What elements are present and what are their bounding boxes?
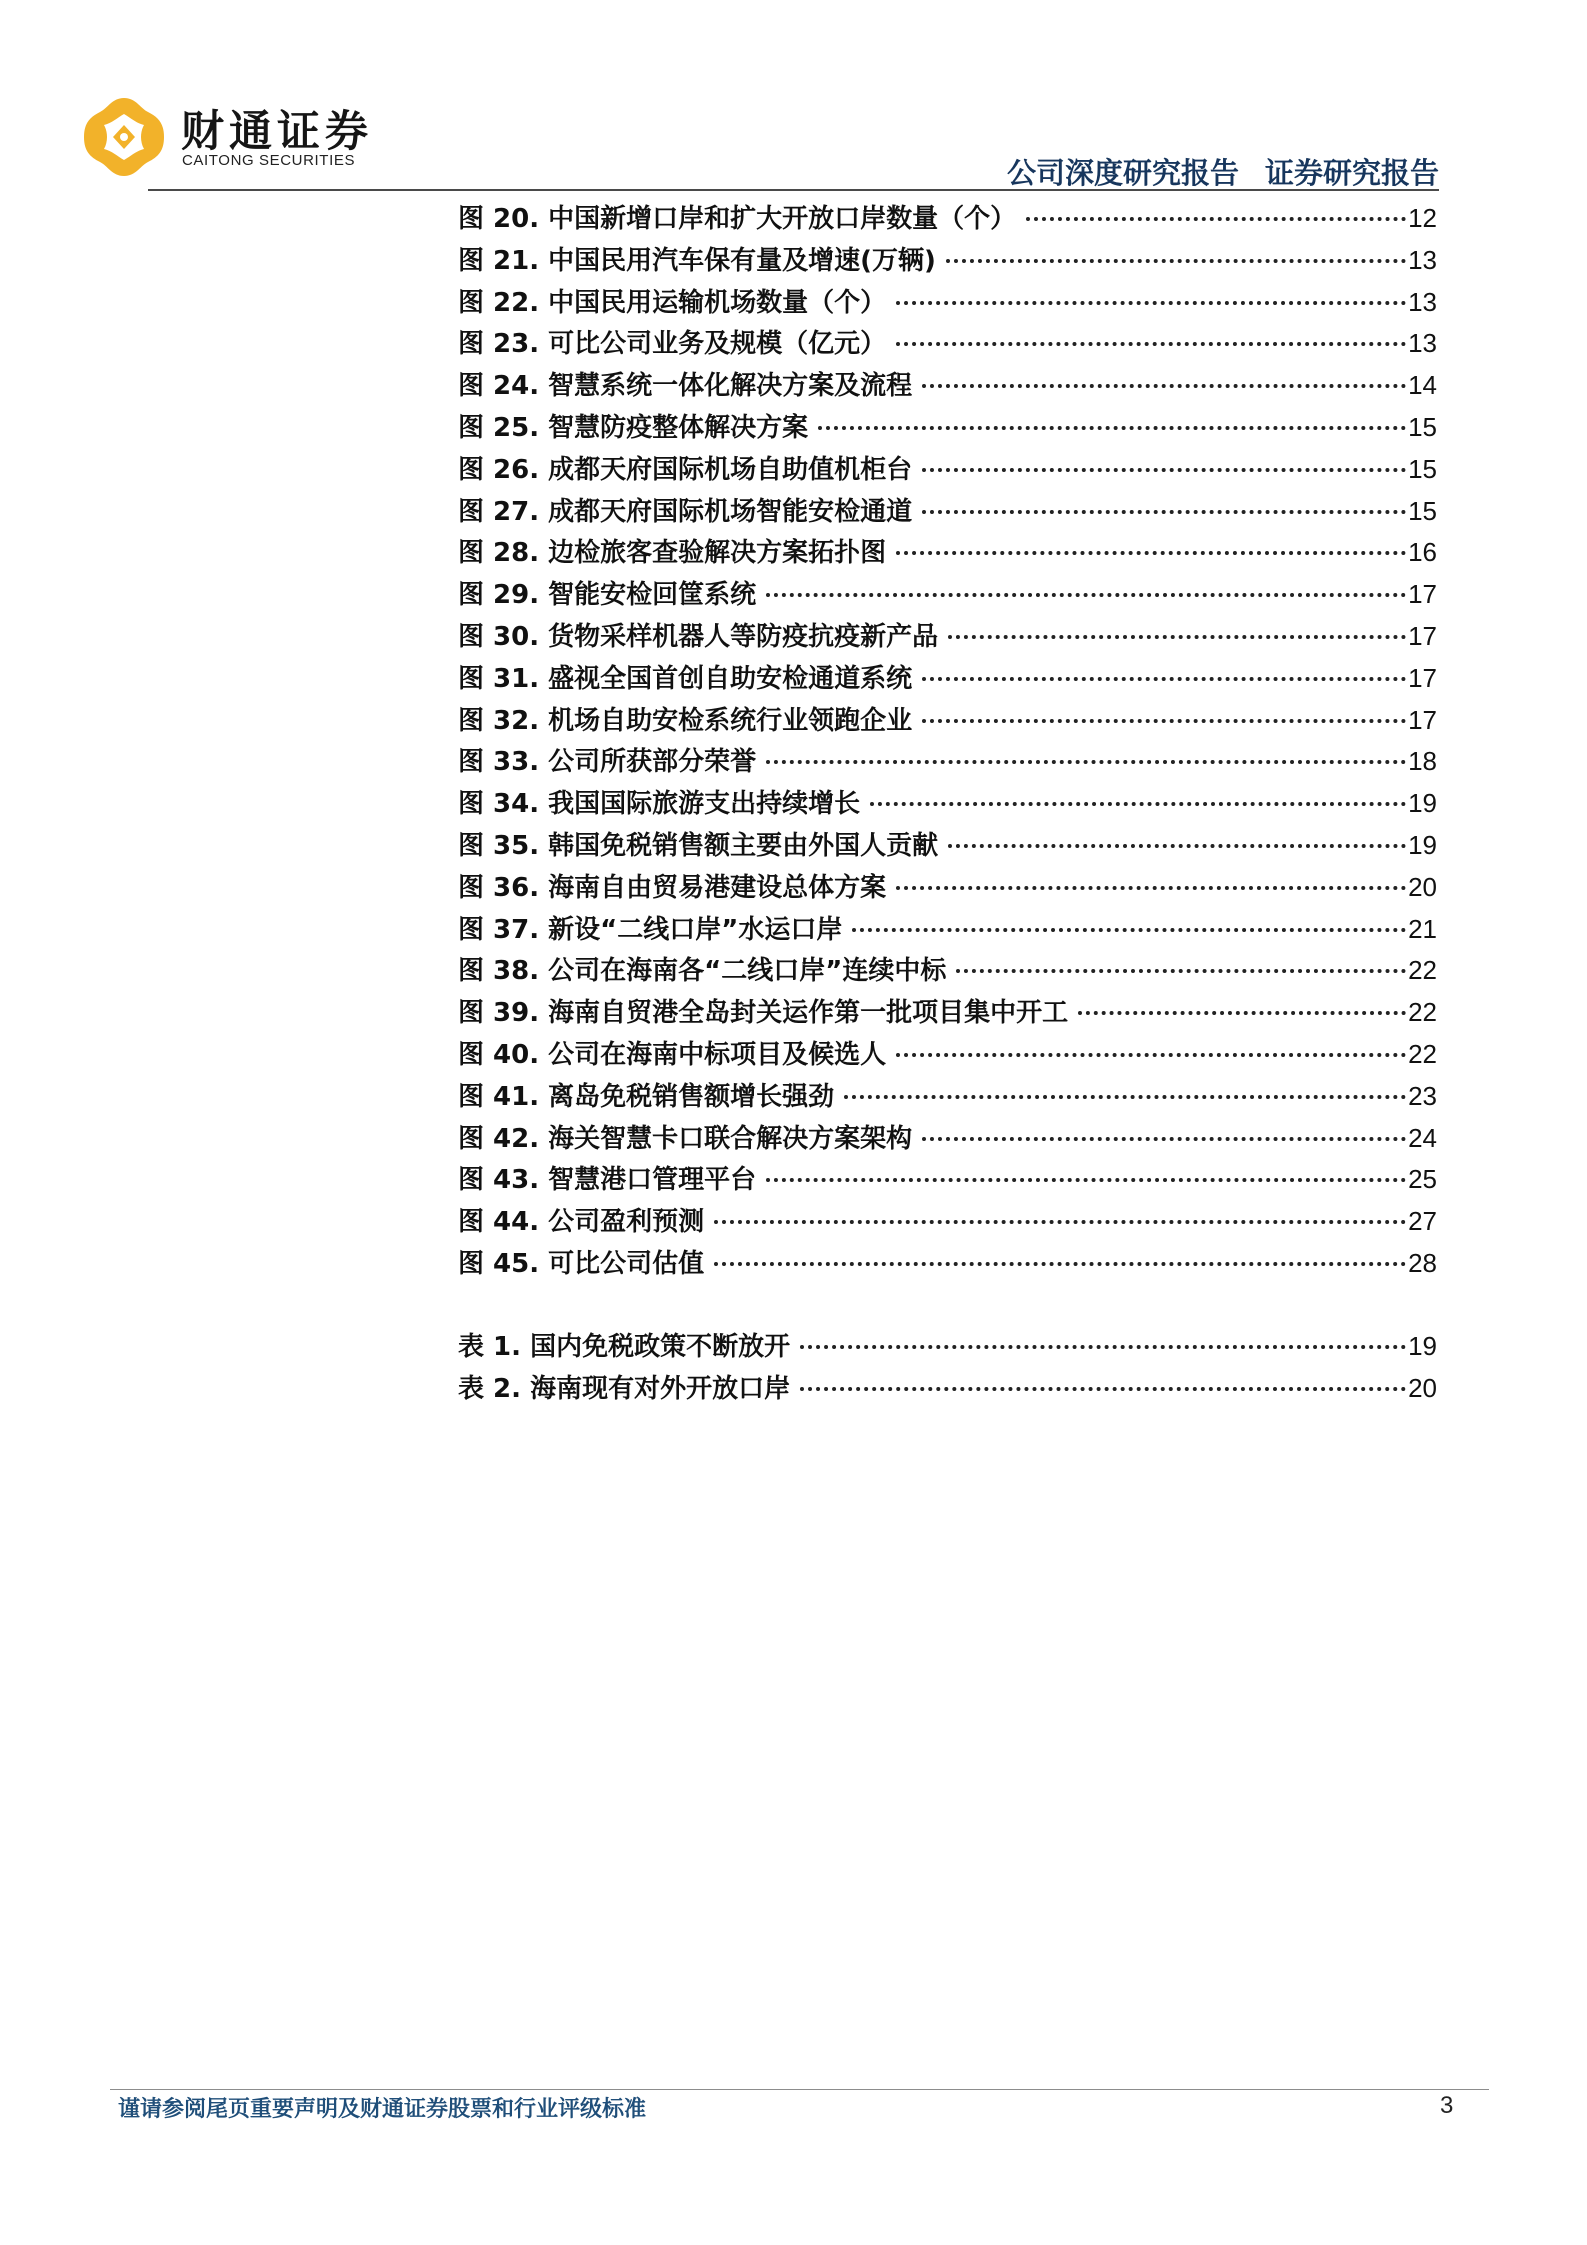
dot-leader (800, 1387, 1406, 1391)
dot-leader (948, 844, 1406, 848)
toc-entry-label: 图 40. 公司在海南中标项目及候选人 (458, 1039, 887, 1070)
dot-leader (766, 760, 1406, 764)
toc-entry[interactable] (458, 1326, 1437, 1368)
toc-entry[interactable] (458, 240, 1437, 282)
toc-entry-label: 图 37. 新设“二线口岸”水运口岸 (458, 914, 843, 945)
table-list (458, 1326, 1437, 1410)
toc-entry[interactable] (458, 1243, 1437, 1285)
toc-entry[interactable] (458, 700, 1437, 742)
figure-list (458, 198, 1437, 1285)
toc-entry[interactable] (458, 658, 1437, 700)
dot-leader (896, 886, 1406, 890)
toc-entry-label: 图 34. 我国国际旅游支出持续增长 (458, 789, 861, 820)
toc-entry[interactable] (458, 825, 1437, 867)
brand-name-cn: 财通证券 (181, 107, 373, 157)
toc-entry[interactable] (458, 449, 1437, 491)
toc-entry-page: 17 (1408, 620, 1437, 651)
toc-entry-label: 图 25. 智慧防疫整体解决方案 (458, 412, 809, 443)
dot-leader (870, 802, 1406, 806)
toc-entry-label: 图 27. 成都天府国际机场智能安检通道 (458, 496, 913, 527)
page-number: 3 (1440, 2092, 1454, 2119)
toc-entry[interactable] (458, 365, 1437, 407)
dot-leader (956, 969, 1406, 973)
toc-entry[interactable] (458, 741, 1437, 783)
toc-entry-label: 图 30. 货物采样机器人等防疫抗疫新产品 (458, 621, 939, 652)
dot-leader (766, 1178, 1406, 1182)
report-type-securities: 证券研究报告 (1264, 156, 1439, 190)
toc-entry[interactable] (458, 574, 1437, 616)
caitong-coin-logo-icon (78, 92, 170, 182)
dot-leader (922, 677, 1406, 681)
dot-leader (714, 1262, 1406, 1266)
dot-leader (896, 551, 1406, 555)
toc-entry-page: 18 (1408, 746, 1437, 777)
dot-leader (1026, 217, 1406, 221)
toc-entry-label: 图 28. 边检旅客查验解决方案拓扑图 (458, 538, 887, 569)
dot-leader (844, 1095, 1406, 1099)
toc-entry-page: 17 (1408, 704, 1437, 735)
toc-entry-page: 19 (1408, 829, 1437, 860)
toc-entry[interactable] (458, 1368, 1437, 1410)
toc-entry-page: 16 (1408, 537, 1437, 568)
toc-entry[interactable] (458, 1159, 1437, 1201)
toc-entry-label: 图 33. 公司所获部分荣誉 (458, 747, 757, 778)
dot-leader (800, 1345, 1406, 1349)
toc-entry[interactable] (458, 323, 1437, 365)
toc-entry-label: 图 23. 可比公司业务及规模（亿元） (458, 329, 887, 360)
toc-entry-label: 图 29. 智能安检回筐系统 (458, 580, 757, 611)
toc-entry[interactable] (458, 1201, 1437, 1243)
toc-entry-page: 19 (1408, 788, 1437, 819)
toc-entry-label: 图 21. 中国民用汽车保有量及增速(万辆) (458, 245, 936, 276)
dot-leader (818, 426, 1406, 430)
toc-entry-label: 图 43. 智慧港口管理平台 (458, 1165, 757, 1196)
toc-entry-page: 12 (1408, 203, 1437, 233)
toc-entry-page: 13 (1408, 244, 1437, 275)
toc-entry-page: 13 (1408, 328, 1437, 359)
dot-leader (922, 719, 1406, 723)
toc-entry[interactable] (458, 282, 1437, 324)
toc-entry-label: 图 26. 成都天府国际机场自助值机柜台 (458, 454, 913, 485)
report-type-company: 公司深度研究报告 (1006, 156, 1239, 190)
toc-entry-page: 25 (1408, 1164, 1437, 1195)
toc-entry-page: 23 (1408, 1080, 1437, 1111)
dot-leader (922, 468, 1406, 472)
toc-entry-label: 表 2. 海南现有对外开放口岸 (458, 1373, 791, 1404)
toc-entry[interactable] (458, 909, 1437, 951)
toc-entry-label: 图 32. 机场自助安检系统行业领跑企业 (458, 705, 913, 736)
toc-entry-label: 图 31. 盛视全国首创自助安检通道系统 (458, 663, 913, 694)
toc-entry-label: 图 35. 韩国免税销售额主要由外国人贡献 (458, 830, 939, 861)
dot-leader (852, 928, 1406, 932)
toc-entry-label: 图 20. 中国新增口岸和扩大开放口岸数量（个） (458, 204, 1017, 234)
toc-entry-label: 图 41. 离岛免税销售额增长强劲 (458, 1081, 835, 1112)
toc-entry-page: 14 (1408, 370, 1437, 401)
dot-leader (766, 593, 1406, 597)
toc-entry-page: 22 (1408, 997, 1437, 1028)
toc-entry-page: 27 (1408, 1206, 1437, 1237)
dot-leader (896, 301, 1406, 305)
toc-entry[interactable] (458, 491, 1437, 533)
toc-entry-label: 图 39. 海南自贸港全岛封关运作第一批项目集中开工 (458, 998, 1069, 1029)
toc-entry-label: 图 42. 海关智慧卡口联合解决方案架构 (458, 1123, 913, 1154)
toc-entry-page: 28 (1408, 1247, 1437, 1278)
toc-entry-page: 20 (1408, 1372, 1437, 1403)
dot-leader (714, 1220, 1406, 1224)
brand-logo (78, 92, 398, 182)
dot-leader (948, 635, 1406, 639)
toc-entry-page: 13 (1408, 286, 1437, 317)
header-divider (148, 189, 1439, 191)
report-type (1007, 151, 1439, 192)
footer-divider (110, 2089, 1489, 2090)
toc-entry-label: 图 44. 公司盈利预测 (458, 1207, 705, 1238)
dot-leader (896, 342, 1406, 346)
list-separator (458, 1285, 1437, 1326)
toc-entry[interactable] (458, 950, 1437, 992)
toc-entry-page: 20 (1408, 871, 1437, 902)
toc-entry-page: 17 (1408, 662, 1437, 693)
toc-entry[interactable] (458, 407, 1437, 449)
table-of-contents (458, 198, 1437, 1409)
toc-entry-label: 图 22. 中国民用运输机场数量（个） (458, 287, 887, 318)
toc-entry[interactable] (458, 616, 1437, 658)
toc-entry[interactable] (458, 198, 1437, 240)
toc-entry[interactable] (458, 867, 1437, 909)
dot-leader (946, 259, 1406, 263)
dot-leader (896, 1053, 1406, 1057)
toc-entry[interactable] (458, 1034, 1437, 1076)
toc-entry-page: 22 (1408, 955, 1437, 986)
toc-entry-label: 图 45. 可比公司估值 (458, 1248, 705, 1279)
toc-entry-label: 图 36. 海南自由贸易港建设总体方案 (458, 872, 887, 903)
toc-entry-page: 22 (1408, 1038, 1437, 1069)
toc-entry-label: 图 38. 公司在海南各“二线口岸”连续中标 (458, 956, 947, 987)
toc-entry-page: 15 (1408, 411, 1437, 442)
brand-name-en: CAITONG SECURITIES (182, 152, 356, 169)
toc-entry-page: 19 (1408, 1330, 1437, 1361)
toc-entry[interactable] (458, 1118, 1437, 1160)
dot-leader (922, 384, 1406, 388)
toc-entry[interactable] (458, 783, 1437, 825)
dot-leader (1078, 1011, 1406, 1015)
footer-disclaimer[interactable]: 谨请参阅尾页重要声明及财通证券股票和行业评级标准 (118, 2097, 647, 2122)
toc-entry-label: 图 24. 智慧系统一体化解决方案及流程 (458, 371, 913, 402)
toc-entry[interactable] (458, 532, 1437, 574)
toc-entry-page: 21 (1408, 913, 1437, 944)
toc-entry-page: 15 (1408, 495, 1437, 526)
toc-entry-label: 表 1. 国内免税政策不断放开 (458, 1331, 791, 1362)
toc-entry-page: 15 (1408, 453, 1437, 484)
toc-entry-page: 17 (1408, 579, 1437, 610)
toc-entry[interactable] (458, 992, 1437, 1034)
toc-entry-page: 24 (1408, 1122, 1437, 1153)
dot-leader (922, 510, 1406, 514)
dot-leader (922, 1137, 1406, 1141)
toc-entry[interactable] (458, 1076, 1437, 1118)
